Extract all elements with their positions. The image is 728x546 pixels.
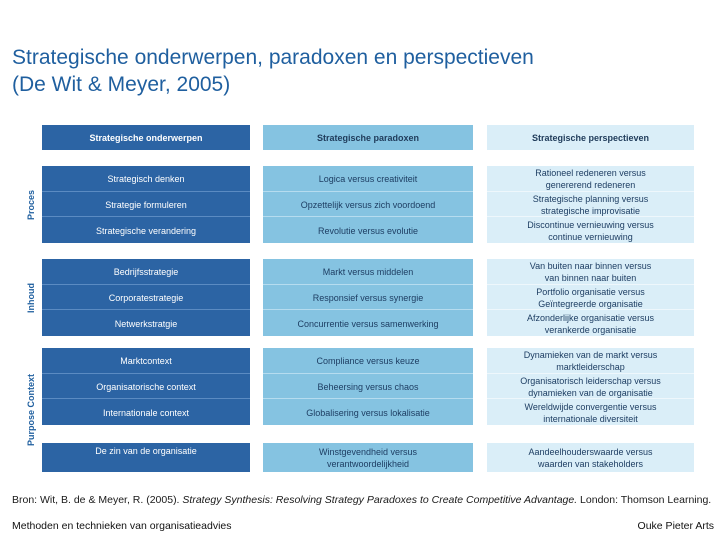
purpose-perspectieven [487,443,694,472]
inhoud-paradoxen [263,259,473,336]
perspectief-cell [487,216,694,244]
context-paradoxen [263,348,473,425]
perspectief-line: Geïntegreerde organisatie [538,298,643,309]
perspectief-line: Organisatorisch leiderschap versus [520,375,661,386]
perspectief-cell [487,259,694,284]
inhoud-perspectieven [487,259,694,336]
perspectief-line: verankerde organisatie [544,324,637,335]
side-label-purpose-context [24,348,38,472]
perspectief-line: Strategische planning versus [532,193,649,204]
context-onderwerpen [42,348,250,425]
perspectief-line: continue vernieuwing [548,231,633,242]
onderwerp-cell: De zin van de organisatie [95,446,197,456]
perspectief-cell [487,443,694,472]
paradox-cell [263,443,473,472]
perspectief-cell [487,373,694,399]
side-label-text: Proces [26,189,36,220]
paradox-cell: Compliance versus keuze [316,355,420,366]
context-perspectieven [487,348,694,425]
perspectief-line: Aandeelhouderswaarde versus [528,446,653,457]
header-perspectieven: Strategische perspectieven [487,125,694,150]
onderwerp-cell: Strategische verandering [42,216,250,244]
side-label-inhoud [24,259,38,336]
source-prefix: Bron: Wit, B. de & Meyer, R. (2005). [12,494,183,506]
onderwerp-cell: Netwerkstratgie [42,309,250,337]
onderwerp-cell: Internationale context [42,398,250,426]
perspectief-line: Van buiten naar binnen versus [529,260,652,271]
perspectief-line: marktleiderschap [556,361,625,372]
proces-onderwerpen [42,166,250,243]
paradox-cell: Concurrentie versus samenwerking [263,309,473,337]
perspectief-line: Afzonderlijke organisatie versus [526,312,655,323]
footer-author: Ouke Pieter Arts [637,520,714,532]
perspectief-line: genererend redeneren [545,179,636,190]
perspectief-line: waarden van stakeholders [537,458,644,469]
purpose-paradoxen [263,443,473,472]
block-purpose [0,443,728,472]
paradox-cell: Responsief versus synergie [263,284,473,310]
perspectief-line: Portfolio organisatie versus [536,286,645,297]
onderwerp-cell: Bedrijfsstrategie [113,266,179,277]
perspectief-line: van binnen naar buiten [544,272,637,283]
perspectief-cell [487,191,694,217]
onderwerp-cell: Strategie formuleren [42,191,250,217]
onderwerp-cell: Corporatestrategie [42,284,250,310]
title-line-2: (De Wit & Meyer, 2005) [12,73,231,96]
paradox-cell: Opzettelijk versus zich voordoend [263,191,473,217]
perspectief-cell [487,309,694,337]
header-onderwerpen: Strategische onderwerpen [42,125,250,150]
block-proces [0,166,728,243]
side-label-proces [24,166,38,243]
block-inhoud [0,259,728,336]
perspectief-line: internationale diversiteit [543,413,638,424]
source-suffix: London: Thomson Learning. [577,494,712,506]
paradox-cell: Logica versus creativiteit [318,173,418,184]
paradox-line: Winstgevendheid versus [318,446,418,457]
purpose-onderwerpen [42,443,250,472]
perspectief-cell [487,398,694,426]
onderwerp-cell: Organisatorische context [42,373,250,399]
paradox-cell: Globalisering versus lokalisatie [263,398,473,426]
source-citation [12,493,712,507]
source-book-title: Strategy Synthesis: Resolving Strategy Paradoxes to Create Competitive Advantage. [182,494,578,506]
perspectief-line: dynamieken van de organisatie [528,387,653,398]
perspectief-line: strategische improvisatie [540,205,641,216]
side-label-text: Purpose Context [26,373,37,447]
perspectief-cell [487,284,694,310]
perspectief-cell [487,348,694,373]
inhoud-onderwerpen [42,259,250,336]
perspectief-line: Rationeel redeneren versus [535,167,646,178]
proces-perspectieven [487,166,694,243]
perspectief-line: Discontinue vernieuwing versus [527,219,654,230]
paradox-cell: Revolutie versus evolutie [263,216,473,244]
block-context [0,348,728,425]
onderwerp-cell: Strategisch denken [107,173,185,184]
onderwerp-cell: Marktcontext [120,355,172,366]
side-label-text: Inhoud [26,282,36,313]
slide-title [12,44,712,98]
footer-course: Methoden en technieken van organisatieadvies [12,520,232,532]
paradox-line: verantwoordelijkheid [326,458,410,469]
title-line-1: Strategische onderwerpen, paradoxen en perspectieven [12,46,534,69]
header-paradoxen: Strategische paradoxen [263,125,473,150]
paradox-cell: Markt versus middelen [322,266,414,277]
perspectief-line: Dynamieken van de markt versus [523,349,658,360]
proces-paradoxen [263,166,473,243]
perspectief-line: Wereldwijde convergentie versus [524,401,657,412]
paradox-cell: Beheersing versus chaos [263,373,473,399]
perspectief-cell [487,166,694,191]
